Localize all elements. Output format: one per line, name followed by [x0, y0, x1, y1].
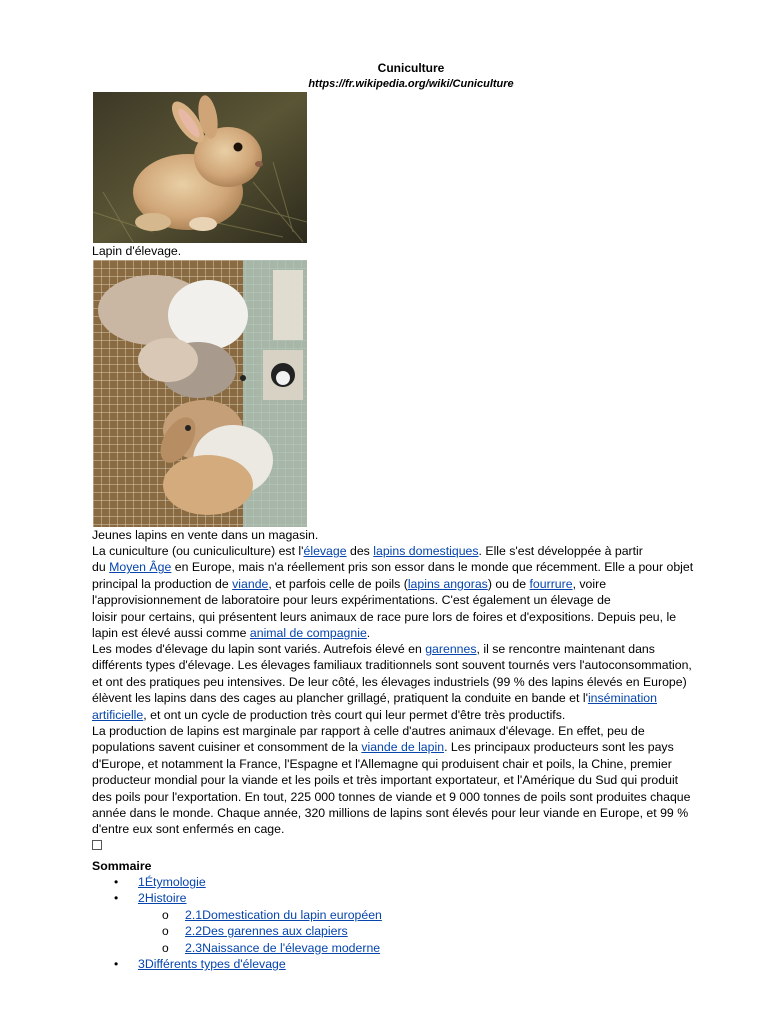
paragraph-line	[92, 559, 742, 575]
figure-caption: Jeunes lapins en vente dans un magasin.	[92, 528, 319, 542]
text-run: , il se rencontre maintenant dans	[476, 642, 655, 656]
text-run: en Europe, mais n'a réellement pris son essor dans le monde que récemment. Elle a pour objet	[171, 560, 694, 575]
toc-toggle-checkbox[interactable]	[92, 840, 102, 850]
sub-bullet-icon: o	[162, 940, 169, 955]
text-run: année dans le monde. Chaque année, 320 millions de lapins sont élevés pour leur viande en Europe, et 99 %	[92, 806, 689, 821]
paragraph-line	[92, 641, 742, 657]
toc-link[interactable]: 2.3Naissance de l'élevage moderne	[185, 940, 381, 955]
paragraph-line	[92, 543, 742, 559]
text-run: d'entre eux sont enfermés en cage.	[92, 822, 285, 837]
paragraph-production	[92, 723, 742, 838]
wiki-link[interactable]: artificielle	[92, 707, 144, 722]
text-run: . Les principaux producteurs sont les pays	[444, 740, 674, 755]
toc-link[interactable]: 3Différents types d'élevage	[138, 956, 286, 971]
paragraph-line	[92, 821, 742, 837]
figure-caption: Lapin d'élevage.	[92, 244, 182, 258]
text-run: et ont des pratiques peu intensives. De leur côté, les élevages industriels (99 % des lapins élevés en Europe)	[92, 674, 687, 689]
text-run: principal la production de	[92, 576, 233, 591]
paragraph-line	[92, 609, 742, 625]
wiki-link[interactable]: lapins domestiques	[373, 544, 479, 558]
paragraph-line	[92, 592, 742, 608]
paragraph-line	[92, 625, 742, 641]
text-run: d'Europe, et notamment la France, l'Espagne et l'Allemagne qui produisent chair et poils, la Chine, premier	[92, 756, 672, 771]
bullet-icon: •	[114, 891, 119, 906]
paragraph-line	[92, 723, 742, 739]
wiki-link[interactable]: animal de compagnie	[249, 626, 367, 641]
paragraph-modes	[92, 641, 742, 723]
paragraph-line	[92, 657, 742, 673]
page-title: Cuniculture	[377, 61, 445, 75]
wiki-link[interactable]: viande de lapin	[361, 740, 445, 755]
text-run: des poils pour l'exportation. En tout, 225 000 tonnes de viande et 9 000 tonnes de poils sont produites chaque	[92, 789, 691, 804]
toc-link[interactable]: 1Étymologie	[138, 875, 206, 889]
text-run: lapin est élevé aussi comme	[92, 626, 250, 641]
text-run: . Elle s'est développée à partir	[478, 544, 643, 558]
toc-link[interactable]: 2Histoire	[138, 891, 187, 906]
paragraph-line	[92, 707, 742, 723]
paragraph-line	[92, 805, 742, 821]
text-run: producteur mondial pour la viande et les poils et très important exportateur, et l'Amérique du Sud qui produit	[92, 773, 679, 788]
paragraph-line	[92, 690, 742, 706]
text-run: différents types d'élevage. Les élevages familiaux traditionnels sont souvent tournés vers l'autoconsommation,	[92, 658, 692, 673]
wiki-link[interactable]: garennes	[425, 642, 477, 656]
text-run: .	[366, 626, 371, 641]
toc-link[interactable]: 2.2Des garennes aux clapiers	[185, 924, 348, 939]
text-run: ) ou de	[487, 576, 530, 591]
rabbit-photo	[93, 92, 307, 243]
wiki-link[interactable]: lapins angoras	[407, 576, 488, 591]
wiki-link[interactable]: Moyen Âge	[109, 560, 172, 575]
text-run: , et parfois celle de poils (	[268, 576, 408, 591]
bullet-icon: •	[114, 875, 119, 889]
paragraph-line	[92, 772, 742, 788]
text-run: populations savent cuisiner et consomment de la	[92, 740, 362, 755]
young-rabbits-photo	[93, 260, 307, 527]
text-run: élèvent les lapins dans des cages au plancher grillagé, pratiquent la conduite en bande et l'	[92, 691, 588, 706]
text-run: des	[346, 544, 374, 558]
toc-title: Sommaire	[92, 859, 152, 873]
paragraph-line	[92, 576, 742, 592]
text-run: La cuniculture (ou cuniculiculture) est l'	[92, 544, 304, 558]
text-run: , voire	[572, 576, 607, 591]
wiki-link[interactable]: fourrure	[529, 576, 573, 591]
text-run: l'approvisionnement de laboratoire pour leurs expérimentations. C'est également un élevage de	[92, 593, 611, 608]
sub-bullet-icon: o	[162, 924, 169, 939]
paragraph-intro	[92, 543, 742, 641]
text-run: Les modes d'élevage du lapin sont variés. Autrefois élevé en	[92, 642, 426, 656]
toc-link[interactable]: 2.1Domestication du lapin européen	[185, 907, 382, 922]
paragraph-line	[92, 674, 742, 690]
source-url[interactable]: https://fr.wikipedia.org/wiki/Cuniculture	[308, 78, 514, 90]
wiki-link[interactable]: viande	[232, 576, 269, 591]
text-run: La production de lapins est marginale par rapport à celle d'autres animaux d'élevage. En effet, peu de	[92, 724, 645, 738]
text-run: , et ont un cycle de production très court qui leur permet d'être très productifs.	[143, 707, 566, 722]
wiki-link[interactable]: insémination	[587, 691, 657, 706]
sub-bullet-icon: o	[162, 907, 169, 922]
paragraph-line	[92, 756, 742, 772]
text-run: loisir pour certains, qui présentent leurs animaux de race pure lors de foires et d'expositions. Depuis peu, le	[92, 609, 677, 624]
paragraph-line	[92, 739, 742, 755]
wiki-link[interactable]: élevage	[303, 544, 347, 558]
bullet-icon: •	[114, 956, 119, 971]
text-run: du	[92, 560, 110, 575]
paragraph-line	[92, 789, 742, 805]
